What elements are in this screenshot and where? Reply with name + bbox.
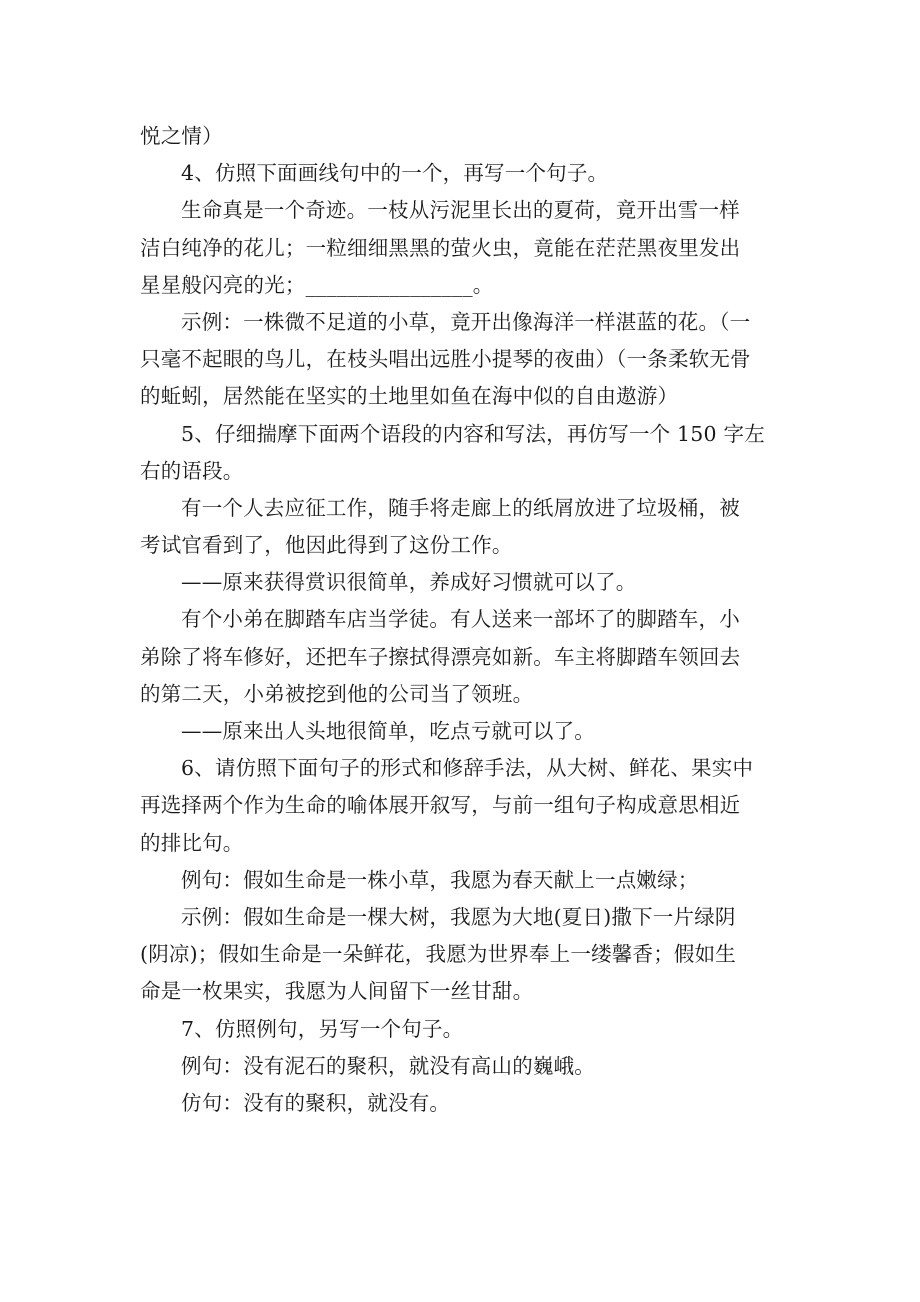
question-6-heading: 6、请仿照下面句子的形式和修辞手法，从大树、鲜花、果实中 (181, 756, 754, 781)
question-6-sample-answer-line: 命是一枚果实，我愿为人间留下一丝甘甜。 (140, 979, 534, 1004)
question-7-heading: 7、仿照例句，另写一个句子。 (181, 1016, 464, 1041)
question-7-imitation-sentence: 仿句：没有的聚积，就没有。 (181, 1090, 451, 1115)
question-5-passage-line: 有一个人去应征工作，随手将走廊上的纸屑放进了垃圾桶，被 (181, 495, 740, 520)
question-5-passage-line: 的第二天，小弟被挖到他的公司当了领班。 (140, 681, 534, 706)
question-5-heading-cont: 右的语段。 (140, 458, 244, 483)
question-5-passage-line: 弟除了将车修好，还把车子擦拭得漂亮如新。车主将脚踏车领回去 (140, 644, 741, 669)
text-line-1: 悦之情） (140, 124, 223, 148)
question-5-passage-line: 有个小弟在脚踏车店当学徒。有人送来一部坏了的脚踏车，小 (181, 607, 740, 632)
question-4-passage-line: 洁白纯净的花儿；一粒细细黑黑的萤火虫，竟能在茫茫黑夜里发出 (140, 235, 741, 260)
question-6-sample-answer-line: (阴凉)；假如生命是一朵鲜花，我愿为世界奉上一缕馨香；假如生 (140, 942, 736, 967)
question-5-conclusion-line: ——原来获得赏识很简单，养成好习惯就可以了。 (181, 570, 637, 595)
document-page (140, 118, 780, 1122)
question-4-heading: 4、仿照下面画线句中的一个，再写一个句子。 (181, 161, 609, 186)
question-5-heading: 5、仔细揣摩下面两个语段的内容和写法，再仿写一个 150 字左 (181, 421, 765, 446)
question-6-heading-cont: 的排比句。 (140, 830, 244, 855)
question-4-example-line: 的蚯蚓，居然能在坚实的土地里如鱼在海中似的自由遨游） (140, 384, 679, 409)
question-4-example-line: 只毫不起眼的鸟儿，在枝头唱出远胜小提琴的夜曲）（一条柔软无骨 (140, 347, 751, 372)
question-5-passage-line: 考试官看到了，他因此得到了这份工作。 (140, 533, 513, 558)
question-5-conclusion-line: ——原来出人头地很简单，吃点亏就可以了。 (181, 719, 595, 743)
question-6-heading-cont: 再选择两个作为生命的喻体展开叙写，与前一组句子构成意思相近 (140, 793, 741, 818)
question-4-passage-blank-line: 星星般闪亮的光；________________。 (140, 272, 494, 297)
question-6-example-sentence: 例句：假如生命是一株小草，我愿为春天献上一点嫩绿； (181, 867, 699, 892)
question-6-sample-answer-line: 示例：假如生命是一棵大树，我愿为大地(夏日)撒下一片绿阴 (181, 904, 736, 929)
question-7-example-sentence: 例句：没有泥石的聚积，就没有高山的巍峨。 (181, 1053, 595, 1078)
question-4-example-line: 示例：一株微不足道的小草，竟开出像海洋一样湛蓝的花。（一 (181, 309, 751, 334)
question-4-passage-line: 生命真是一个奇迹。一枝从污泥里长出的夏荷，竟开出雪一样 (181, 198, 740, 223)
